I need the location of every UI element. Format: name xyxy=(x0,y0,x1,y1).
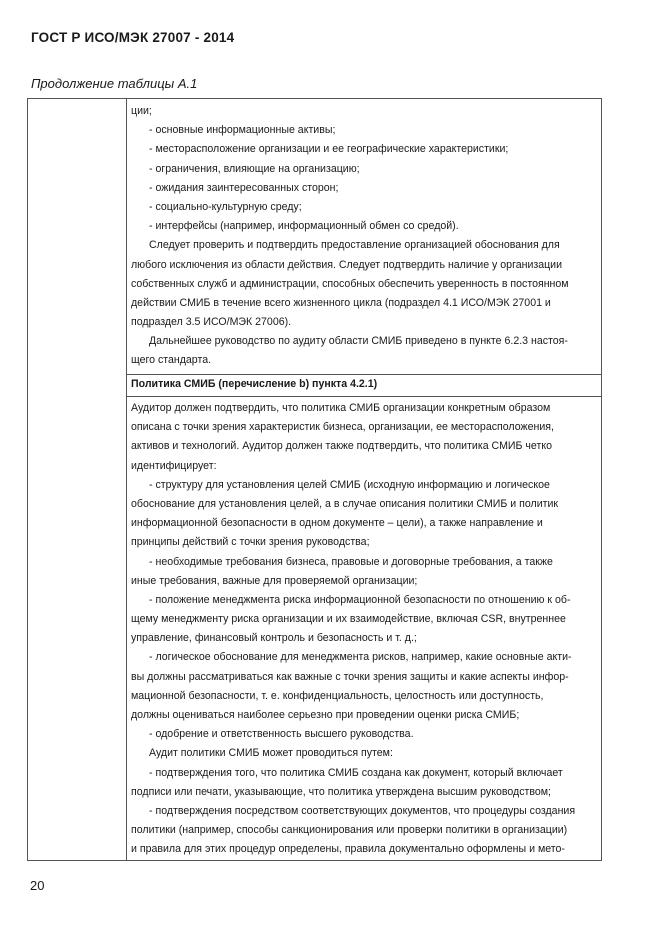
text-line: собственных служб и администрации, способных обеспечить уверенность в постоянном xyxy=(131,277,569,290)
text-line: управление, финансовый контроль и безопасность и т. д.; xyxy=(131,632,417,645)
text-line: Дальнейшее руководство по аудиту области СМИБ приведено в пункте 6.2.3 настоя- xyxy=(149,335,568,348)
table xyxy=(27,98,602,861)
column-divider xyxy=(126,99,127,860)
text-line: политики (например, способы санкционирования или проверки политики в организации) xyxy=(131,824,568,837)
list-item: - месторасположение организации и ее географические характеристики; xyxy=(149,143,509,156)
text-line: обоснование для установления целей, а в случае описания политики СМИБ и политик xyxy=(131,497,559,510)
list-item: - интерфейсы (например, информационный обмен со средой). xyxy=(149,220,459,233)
text-line: подраздел 3.5 ИСО/МЭК 27006). xyxy=(131,316,292,329)
list-item: - социально-культурную среду; xyxy=(149,200,302,213)
text-line: должны оцениваться наиболее серьезно при проведении оценки риска СМИБ; xyxy=(131,709,520,721)
standard-code: ГОСТ Р ИСО/МЭК 27007 - 2014 xyxy=(31,30,235,45)
text-line: подписи или печати, указывающие, что политика утверждена высшим руководством; xyxy=(131,785,551,798)
table-cell-policy xyxy=(131,399,593,860)
text-line: щему менеджменту риска организации и их взаимодействие, включая CSR, внутреннее xyxy=(131,613,566,626)
text-line: и правила для этих процедур определены, правила документально оформлены и мето- xyxy=(131,843,565,856)
list-item: - подтверждения посредством соответствующих документов, что процедуры создания xyxy=(149,804,576,817)
list-item: - положение менеджмента риска информационной безопасности по отношению к об- xyxy=(149,593,571,606)
text-line: Аудитор должен подтвердить, что политика СМИБ организации конкретным образом xyxy=(131,402,551,414)
table-cell-scope xyxy=(131,102,593,371)
text-line: Аудит политики СМИБ может проводиться путем: xyxy=(149,747,393,760)
text-line: мационной безопасности, т. е. конфиденциальность, целостность или доступность, xyxy=(131,689,544,702)
text-line: вы должны рассматриваться как важные с точки зрения защиты и какие аспекты инфор- xyxy=(131,670,569,683)
text-line: щего стандарта. xyxy=(131,354,212,367)
row-divider-bottom xyxy=(126,396,601,397)
list-item: - ожидания заинтересованных сторон; xyxy=(149,181,339,194)
text-line: идентифицирует: xyxy=(131,459,217,472)
text-line: действии СМИБ в течение всего жизненного цикла (подраздел 4.1 ИСО/МЭК 27001 и xyxy=(131,296,551,309)
list-item: - одобрение и ответственность высшего руководства. xyxy=(149,728,414,741)
list-item: - необходимые требования бизнеса, правовые и договорные требования, а также xyxy=(149,555,553,568)
section-heading: Политика СМИБ (перечисление b) пункта 4.2.1) xyxy=(131,378,378,390)
text-line: активов и технологий. Аудитор должен также подтвердить, что политика СМИБ четко xyxy=(131,440,552,453)
table-continuation-label: Продолжение таблицы А.1 xyxy=(31,76,198,91)
list-item: - логическое обоснование для менеджмента рисков, например, какие основные акти- xyxy=(149,651,572,664)
list-item: - подтверждения того, что политика СМИБ создана как документ, который включает xyxy=(149,766,563,779)
text-line: описана с точки зрения характеристик бизнеса, организации, ее месторасположения, xyxy=(131,421,554,434)
list-item: - ограничения, влияющие на организацию; xyxy=(149,162,360,175)
text-line: ции; xyxy=(131,105,152,117)
text-line: Следует проверить и подтвердить предоставление организацией обоснования для xyxy=(149,239,560,252)
text-line: принципы действий с точки зрения руководства; xyxy=(131,536,370,549)
text-line: любого исключения из области действия. Следует подтвердить наличие у организации xyxy=(131,258,563,271)
text-line: иные требования, важные для проверяемой организации; xyxy=(131,574,418,587)
list-item: - структуру для установления целей СМИБ (исходную информацию и логическое xyxy=(149,478,550,491)
list-item: - основные информационные активы; xyxy=(149,124,336,137)
text-line: информационной безопасности в одном документе – цели), а также направление и xyxy=(131,517,543,530)
page-number: 20 xyxy=(30,878,45,893)
